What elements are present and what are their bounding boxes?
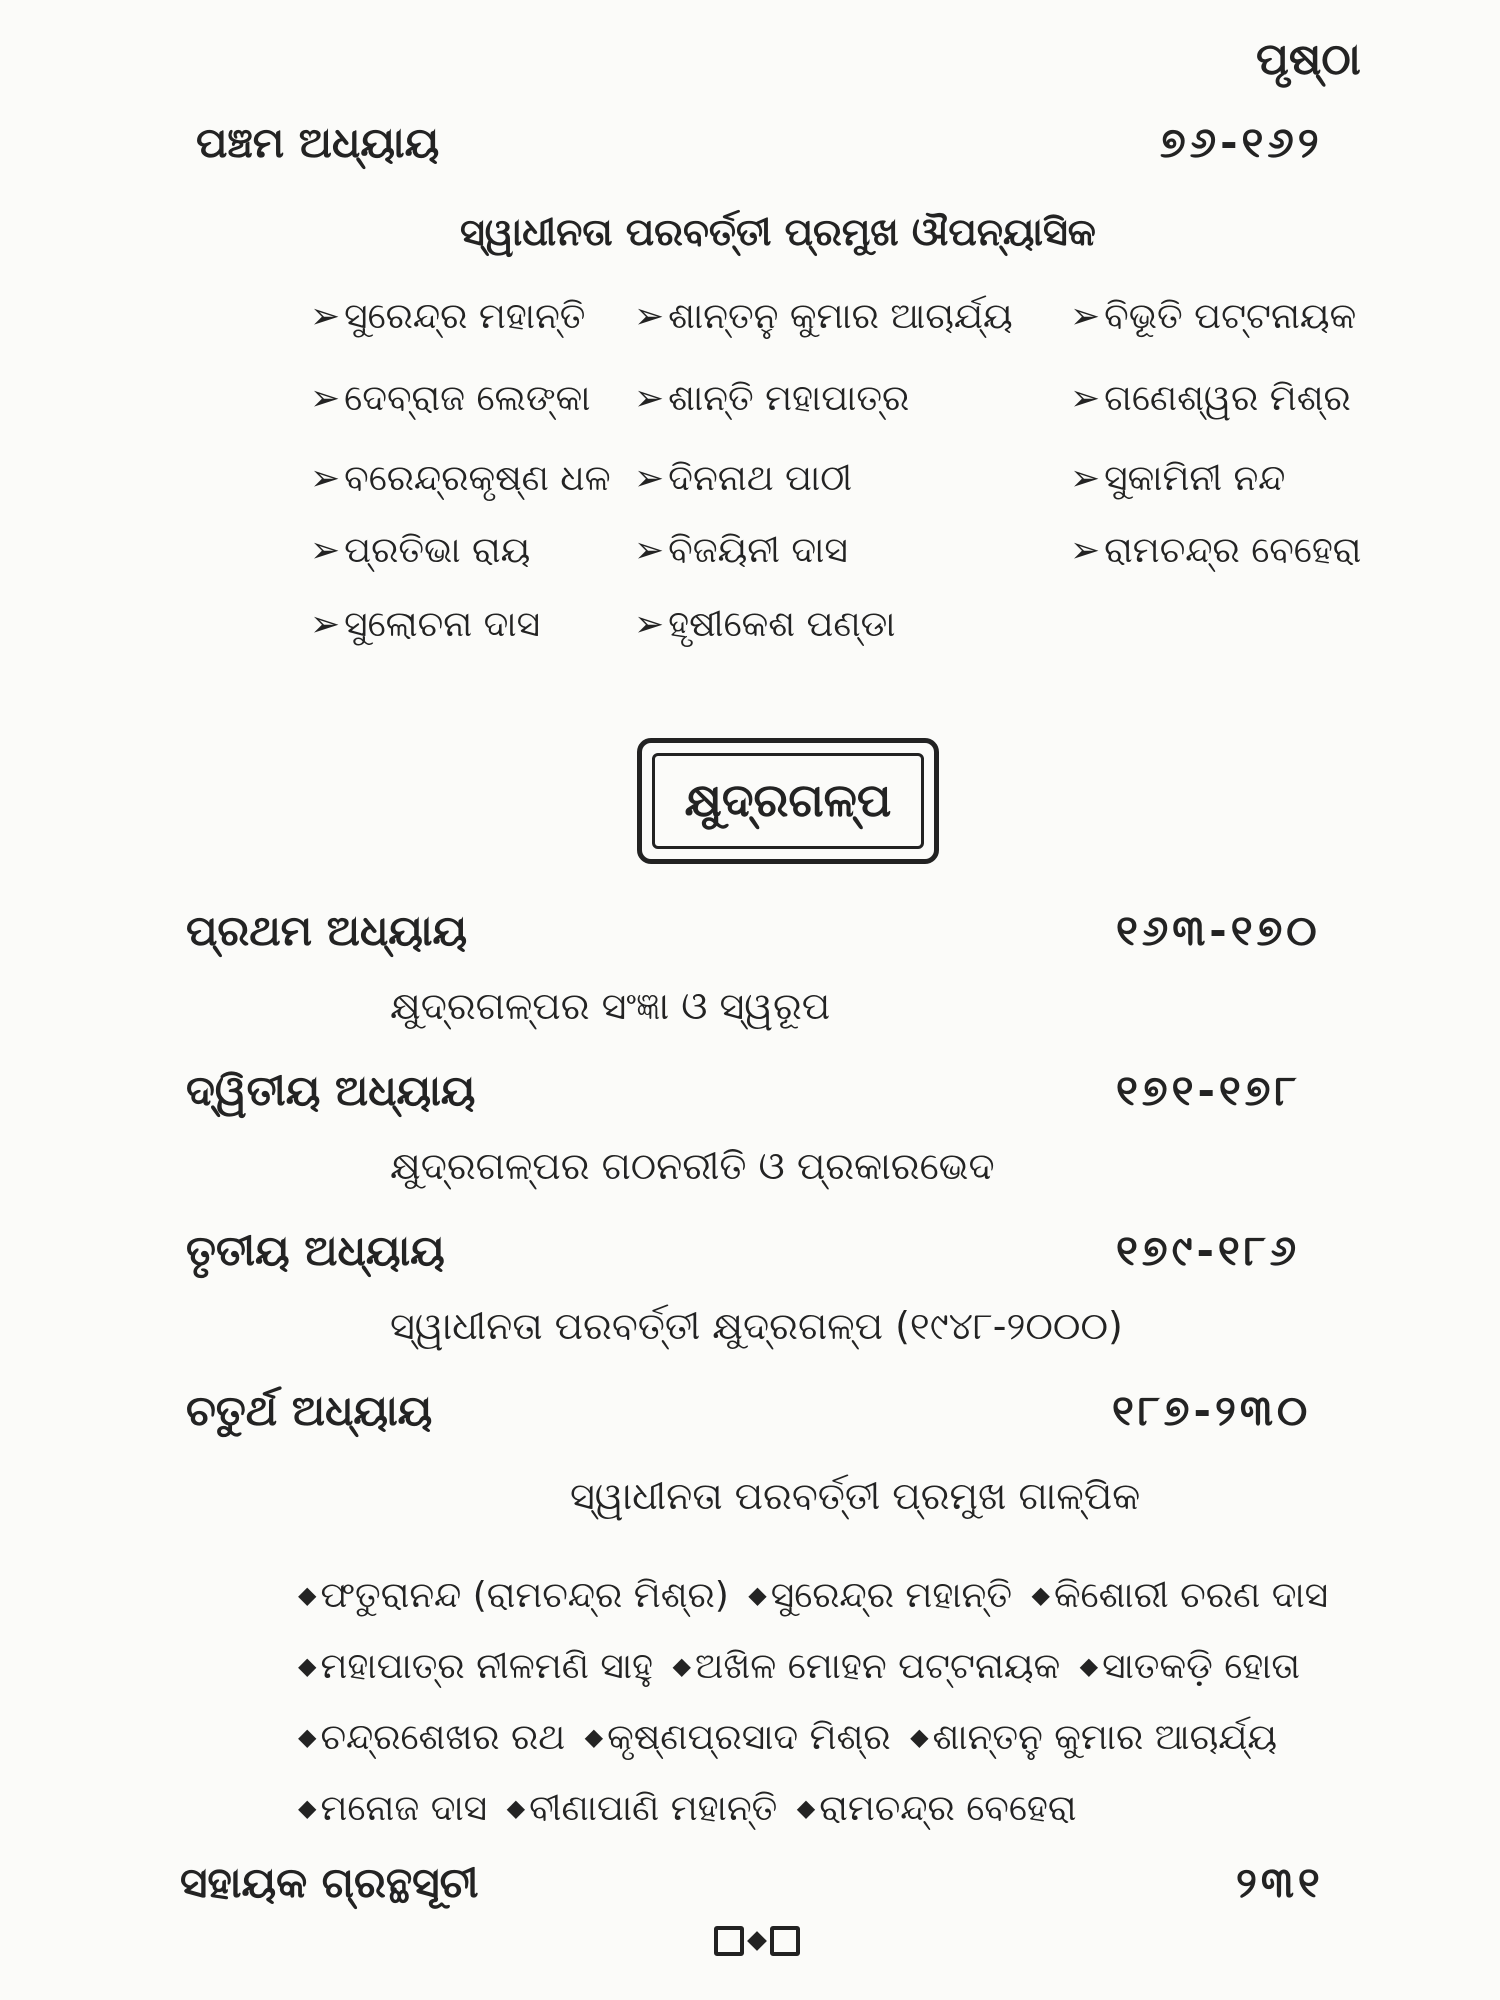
- chapter4-pages: ୧୮୭-୨୩୦: [1112, 1386, 1312, 1435]
- chapter2-subtitle: କ୍ଷୁଦ୍ରଗଳ୍ପର ଗଠନରୀତି ଓ ପ୍ରକାରଭେଦ: [390, 1144, 995, 1188]
- chapter5-pages: ୭୬-୧୬୨: [1160, 118, 1323, 167]
- novelist-item: ➢ ସୁକାମିନୀ ନନ୍ଦ: [1070, 458, 1286, 499]
- novelist-item: ➢ ଶାନ୍ତନୁ କୁମାର ଆଚାର୍ଯ୍ୟ: [634, 296, 1013, 337]
- story-writers-list: [290, 1560, 1390, 1844]
- diamond-bullet-icon: ◆: [298, 1581, 317, 1609]
- arrow-right-icon: ➢: [634, 378, 665, 419]
- page-column-label: ପୃଷ୍ଠା: [1256, 34, 1361, 85]
- diamond-bullet-icon: ◆: [298, 1652, 317, 1680]
- novelist-item: ➢ ବିଜୟିନୀ ଦାସ: [634, 530, 848, 571]
- arrow-right-icon: ➢: [1070, 530, 1101, 571]
- bibliography-title: ସହାୟକ ଗ୍ରନ୍ଥସୂଚୀ: [180, 1858, 479, 1907]
- novelist-item: ➢ ବରେନ୍ଦ୍ରକୃଷ୍ଣ ଧଳ: [310, 458, 611, 499]
- chapter3-subtitle: ସ୍ୱାଧୀନତା ପରବର୍ତ୍ତୀ କ୍ଷୁଦ୍ରଗଳ୍ପ (୧୯୪୮-୨୦୦୦): [390, 1304, 1123, 1348]
- diamond-bullet-icon: ◆: [506, 1794, 526, 1822]
- novelist-item: ➢ ହୃଷୀକେଶ ପଣ୍ଡା: [634, 604, 896, 645]
- arrow-right-icon: ➢: [634, 458, 665, 499]
- arrow-right-icon: ➢: [310, 604, 341, 645]
- chapter3-pages: ୧୭୯-୧୮୬: [1116, 1226, 1301, 1275]
- list-item: ରାମଚନ୍ଦ୍ର ବେହେରା: [819, 1788, 1077, 1829]
- chapter5-subtitle: ସ୍ୱାଧୀନତା ପରବର୍ତ୍ତୀ ପ୍ରମୁଖ ଔପନ୍ୟାସିକ: [460, 210, 1096, 254]
- list-item: ମନୋଜ ଦାସ: [320, 1788, 488, 1829]
- list-item: ସୁରେନ୍ଦ୍ର ମହାନ୍ତି: [770, 1575, 1013, 1616]
- arrow-right-icon: ➢: [634, 296, 665, 337]
- arrow-right-icon: ➢: [310, 378, 341, 419]
- diamond-bullet-icon: ◆: [910, 1723, 929, 1751]
- novelist-item: ➢ ଦେବ୍ରାଜ ଲେଙ୍କା: [310, 378, 591, 419]
- list-item: ମହାପାତ୍ର ନୀଳମଣି ସାହୁ: [320, 1646, 654, 1687]
- novelist-item: ➢ ରାମଚନ୍ଦ୍ର ବେହେରା: [1070, 530, 1362, 571]
- chapter2-title: ଦ୍ୱିତୀୟ ଅଧ୍ୟାୟ: [186, 1066, 476, 1115]
- arrow-right-icon: ➢: [634, 604, 665, 645]
- section-title-box: [637, 738, 939, 864]
- list-item: ଶାନ୍ତନୁ କୁମାର ଆଚାର୍ଯ୍ୟ: [932, 1717, 1278, 1758]
- arrow-right-icon: ➢: [1070, 378, 1101, 419]
- chapter1-pages: ୧୬୩-୧୭୦: [1116, 906, 1321, 955]
- arrow-right-icon: ➢: [310, 530, 341, 571]
- chapter1-title: ପ୍ରଥମ ଅଧ୍ୟାୟ: [186, 906, 468, 955]
- list-item: ଚନ୍ଦ୍ରଶେଖର ରଥ: [320, 1717, 566, 1758]
- arrow-right-icon: ➢: [1070, 296, 1101, 337]
- end-ornament-icon: [714, 1926, 800, 1956]
- arrow-right-icon: ➢: [1070, 458, 1101, 499]
- list-item: କୃଷ୍ଣପ୍ରସାଦ ମିଶ୍ର: [607, 1717, 891, 1758]
- diamond-bullet-icon: ◆: [796, 1794, 816, 1822]
- chapter2-pages: ୧୭୧-୧୭୮: [1116, 1066, 1301, 1115]
- chapter5-title: ପଞ୍ଚମ ଅଧ୍ୟାୟ: [196, 118, 440, 167]
- bibliography-pages: ୨୩୧: [1236, 1858, 1324, 1907]
- novelist-item: ➢ ଗଣେଶ୍ୱର ମିଶ୍ର: [1070, 378, 1351, 419]
- diamond-bullet-icon: ◆: [298, 1794, 317, 1822]
- diamond-bullet-icon: ◆: [1031, 1581, 1050, 1609]
- diamond-bullet-icon: ◆: [298, 1723, 317, 1751]
- novelist-item: ➢ ପ୍ରତିଭା ରାୟ: [310, 530, 531, 571]
- diamond-bullet-icon: ◆: [1079, 1652, 1099, 1680]
- section-title: କ୍ଷୁଦ୍ରଗଳ୍ପ: [652, 753, 924, 849]
- diamond-bullet-icon: ◆: [584, 1723, 604, 1751]
- list-item: ଫତୁରାନନ୍ଦ (ରାମଚନ୍ଦ୍ର ମିଶ୍ର): [320, 1575, 729, 1616]
- diamond-bullet-icon: ◆: [748, 1581, 767, 1609]
- chapter3-title: ତୃତୀୟ ଅଧ୍ୟାୟ: [186, 1226, 445, 1275]
- novelist-item: ➢ ସୁଲୋଚନା ଦାସ: [310, 604, 541, 645]
- list-item: ଅଖିଳ ମୋହନ ପଟ୍ଟନାୟକ: [694, 1646, 1061, 1687]
- list-item: ସାତକଡ଼ି ହୋତା: [1102, 1646, 1301, 1687]
- novelist-item: ➢ ସୁରେନ୍ଦ୍ର ମହାନ୍ତି: [310, 296, 586, 337]
- novelist-item: ➢ ଦିନନାଥ ପାଠୀ: [634, 458, 853, 499]
- arrow-right-icon: ➢: [310, 458, 341, 499]
- chapter4-subtitle: ସ୍ୱାଧୀନତା ପରବର୍ତ୍ତୀ ପ୍ରମୁଖ ଗାଳ୍ପିକ: [570, 1474, 1141, 1518]
- list-item: କିଶୋରୀ ଚରଣ ଦାସ: [1053, 1575, 1329, 1616]
- chapter1-subtitle: କ୍ଷୁଦ୍ରଗଳ୍ପର ସଂଜ୍ଞା ଓ ସ୍ୱରୂପ: [390, 984, 831, 1028]
- chapter4-title: ଚତୁର୍ଥ ଅଧ୍ୟାୟ: [186, 1386, 433, 1435]
- novelist-item: ➢ ଶାନ୍ତି ମହାପାତ୍ର: [634, 378, 910, 419]
- arrow-right-icon: ➢: [634, 530, 665, 571]
- diamond-bullet-icon: ◆: [672, 1652, 691, 1680]
- list-item: ବୀଣାପାଣି ମହାନ୍ତି: [529, 1788, 778, 1829]
- novelist-item: ➢ ବିଭୂତି ପଟ୍ଟନାୟକ: [1070, 296, 1357, 337]
- arrow-right-icon: ➢: [310, 296, 341, 337]
